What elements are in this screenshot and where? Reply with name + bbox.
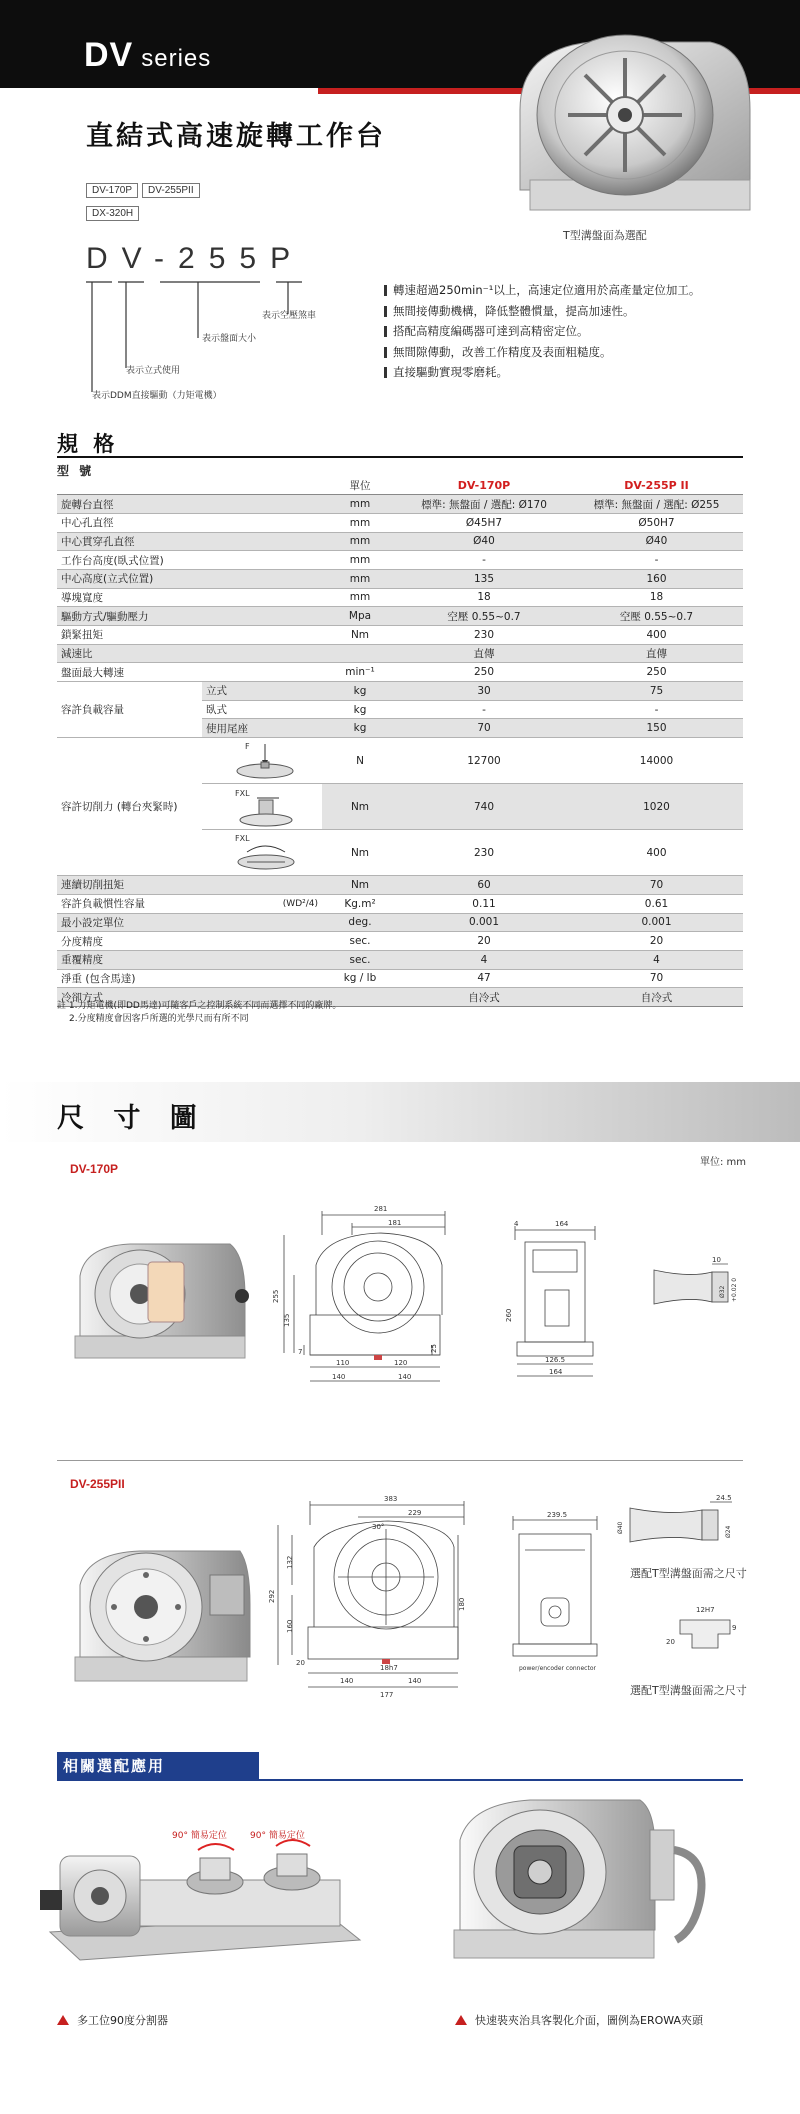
triangle-icon [57,2015,69,2025]
related-caption-left [57,2012,168,2028]
feature-item: 無間接傳動機構，降低整體慣量，提高加速性。 [384,301,700,322]
note-line: 2.分度精度會因客戶所選的光學尺而有所不同 [69,1014,249,1024]
dim-text: 255 [272,1289,280,1303]
spec-subtitle: 型 號 [57,464,95,478]
dim-text: 4 [514,1220,519,1228]
code-label-p: 表示空壓煞車 [262,311,317,321]
table-row: 工作台高度(臥式位置) mm - - [57,551,743,570]
dim-text: 164 [555,1220,569,1228]
related-rule [57,1779,743,1781]
feature-item: 無間隙傳動，改善工作精度及表面粗糙度。 [384,342,700,363]
indexer-tag-1: 90° 簡易定位 [172,1831,227,1841]
dim-text: 140 [398,1373,412,1381]
feature-list [384,280,700,383]
dim-text: 135 [283,1313,291,1327]
force-moment-figure [217,786,307,828]
table-row: 盤面最大轉速 min⁻¹ 250 250 [57,663,743,682]
erowa-fixture-image [450,1790,715,1965]
triangle-icon [455,2015,467,2025]
feature-item: 轉速超過250min⁻¹以上，高速定位適用於高產量定位加工。 [384,280,700,301]
dim-text: 383 [384,1495,398,1503]
dv255-tslot-drawing-1 [610,1492,750,1552]
head-unit: 單位 [322,476,398,495]
model-tags [86,178,204,224]
dim-text: 30° [372,1523,385,1531]
hero-rotary-table-image [500,30,762,220]
tslot-caption-2: 選配T型溝盤面需之尺寸 [630,1684,747,1697]
table-row: 分度精度 sec. 20 20 [57,932,743,951]
model-tag: DV-170P [86,183,138,198]
dim-text: 181 [388,1219,402,1227]
dim-text: 120 [394,1359,408,1367]
table-row: 連續切削扭矩 Nm 60 70 [57,876,743,895]
dim-text: 132 [286,1555,294,1569]
code-label-vertical: 表示立式使用 [126,366,181,376]
spec-header-row [57,476,743,495]
section-divider [57,1460,743,1461]
model-code: DV-255P [86,242,305,275]
table-row: 鎖緊扭矩 Nm 230 400 [57,626,743,645]
dim-text: 180 [458,1597,466,1611]
dim-text: 7 [298,1348,303,1356]
feature-item: 直接驅動實現零磨耗。 [384,362,700,383]
dim-text: 12H7 [696,1606,715,1614]
head-model-2: DV-255P II [570,476,743,495]
table-row: 使用尾座 kg 70 150 [57,719,743,738]
table-row: 臥式 kg - - [57,700,743,719]
dim-text: 239.5 [547,1511,568,1519]
table-row: 容許切削力 (轉台夾緊時) F N 12700 14000 [57,738,743,784]
table-row: 淨重 (包含馬達) kg / lb 47 70 [57,969,743,988]
table-row: 冷卻方式 自冷式 自冷式 [57,988,743,1007]
related-caption-left-text: 多工位90度分割器 [77,2014,168,2027]
dim-text: 164 [549,1368,563,1376]
force-torque-figure [217,832,307,874]
force-fig-label: FXL [235,833,250,843]
dim-text: +0.02 0 [731,1277,738,1302]
dim-text: 140 [408,1677,422,1685]
table-row: 重覆精度 sec. 4 4 [57,950,743,969]
brand-text: DV [84,36,134,74]
dim-text: 140 [340,1677,354,1685]
dim-text: 25 [430,1344,438,1353]
dim-text: 281 [374,1205,388,1213]
dim-text: 229 [408,1509,422,1517]
dv170-photo [70,1236,255,1361]
code-label-size: 表示盤面大小 [202,334,257,344]
force-fig-label: FXL [235,788,250,798]
dimension-title: 尺 寸 圖 [57,1103,207,1134]
dim-text: Ø32 [719,1285,726,1298]
spec-table [57,476,743,1007]
dv170-front-drawing [270,1205,450,1395]
related-caption-right-text: 快速裝夾治具客製化介面，圖例為EROWA夾頭 [475,2014,704,2027]
dim-text: 20 [296,1659,305,1667]
table-row: 最小設定單位 deg. 0.001 0.001 [57,913,743,932]
dim-text: 9 [732,1624,737,1632]
unit-note: 單位: mm [700,1157,747,1168]
related-caption-right [455,2012,703,2028]
dim-text: 20 [666,1638,675,1646]
feature-item: 搭配高精度編碼器可達到高精密定位。 [384,321,700,342]
force-fig-label: F [245,741,250,751]
indexer-tag-2: 90° 簡易定位 [250,1831,305,1841]
dv255-side-drawing [505,1510,605,1680]
table-row: 導塊寬度 mm 18 18 [57,588,743,607]
model-tag: DV-255PII [142,183,200,198]
dv255-tslot-drawing-2 [660,1600,750,1660]
dim-text: 24.5 [716,1494,732,1502]
dv170-tslot-drawing [650,1250,750,1325]
dim-text: Ø40 [617,1521,624,1534]
dv255-photo [70,1545,255,1685]
table-row: 減速比 直傳 直傳 [57,644,743,663]
dim-text: 292 [268,1589,276,1603]
dim-text: 177 [380,1691,394,1699]
dv170-label: DV-170P [70,1162,119,1176]
table-row: FXL Nm 230 400 [57,830,743,876]
dim-text: power/encoder connector [519,1665,596,1672]
dim-text: 260 [505,1308,513,1322]
force-axial-figure [217,740,307,782]
dim-text: 10 [712,1256,721,1264]
table-row: 驅動方式/驅動壓力 Mpa 空壓 0.55~0.7 空壓 0.55~0.7 [57,607,743,626]
table-row: 旋轉台直徑 mm 標準: 無盤面 / 選配: Ø170 標準: 無盤面 / 選配: Ø255 [57,495,743,514]
page-title: 直結式高速旋轉工作台 [86,121,386,152]
header-title [84,36,211,75]
table-row: 容許負載容量 立式 kg 30 75 [57,682,743,701]
series-text: series [141,45,212,72]
dv170-side-drawing [505,1220,605,1390]
model-tag: DX-320H [86,206,139,221]
table-row: 中心貫穿孔直徑 mm Ø40 Ø40 [57,532,743,551]
spec-title: 規 格 [57,432,119,456]
head-model-1: DV-170P [398,476,570,495]
dim-text: 126.5 [545,1356,566,1364]
table-row: 中心高度(立式位置) mm 135 160 [57,569,743,588]
hero-caption: T型溝盤面為選配 [563,229,647,242]
table-row: 中心孔直徑 mm Ø45H7 Ø50H7 [57,513,743,532]
dv255-front-drawing [268,1495,468,1700]
table-row: 容許負載慣性容量 (WD²/4) Kg.m² 0.11 0.61 [57,894,743,913]
spec-notes [57,1000,341,1026]
dim-text: 18h7 [380,1664,398,1672]
note-line: 註 1.力矩電機(即DD馬達)可隨客戶之控制系統不同而選擇不同的廠牌。 [57,1001,342,1011]
multi-station-indexer-image [30,1820,375,1980]
tslot-caption-1: 選配T型溝盤面需之尺寸 [630,1567,747,1580]
dim-text: 160 [286,1619,294,1633]
table-row: FXL Nm 740 1020 [57,784,743,830]
dim-text: Ø24 [725,1525,732,1538]
dim-text: 110 [336,1359,350,1367]
related-title: 相關選配應用 [57,1752,259,1779]
dv255-label: DV-255PII [70,1477,125,1491]
code-label-ddm: 表示DDM直接驅動（力矩電機） [92,391,222,401]
spec-rule [57,456,743,458]
dim-text: 140 [332,1373,346,1381]
